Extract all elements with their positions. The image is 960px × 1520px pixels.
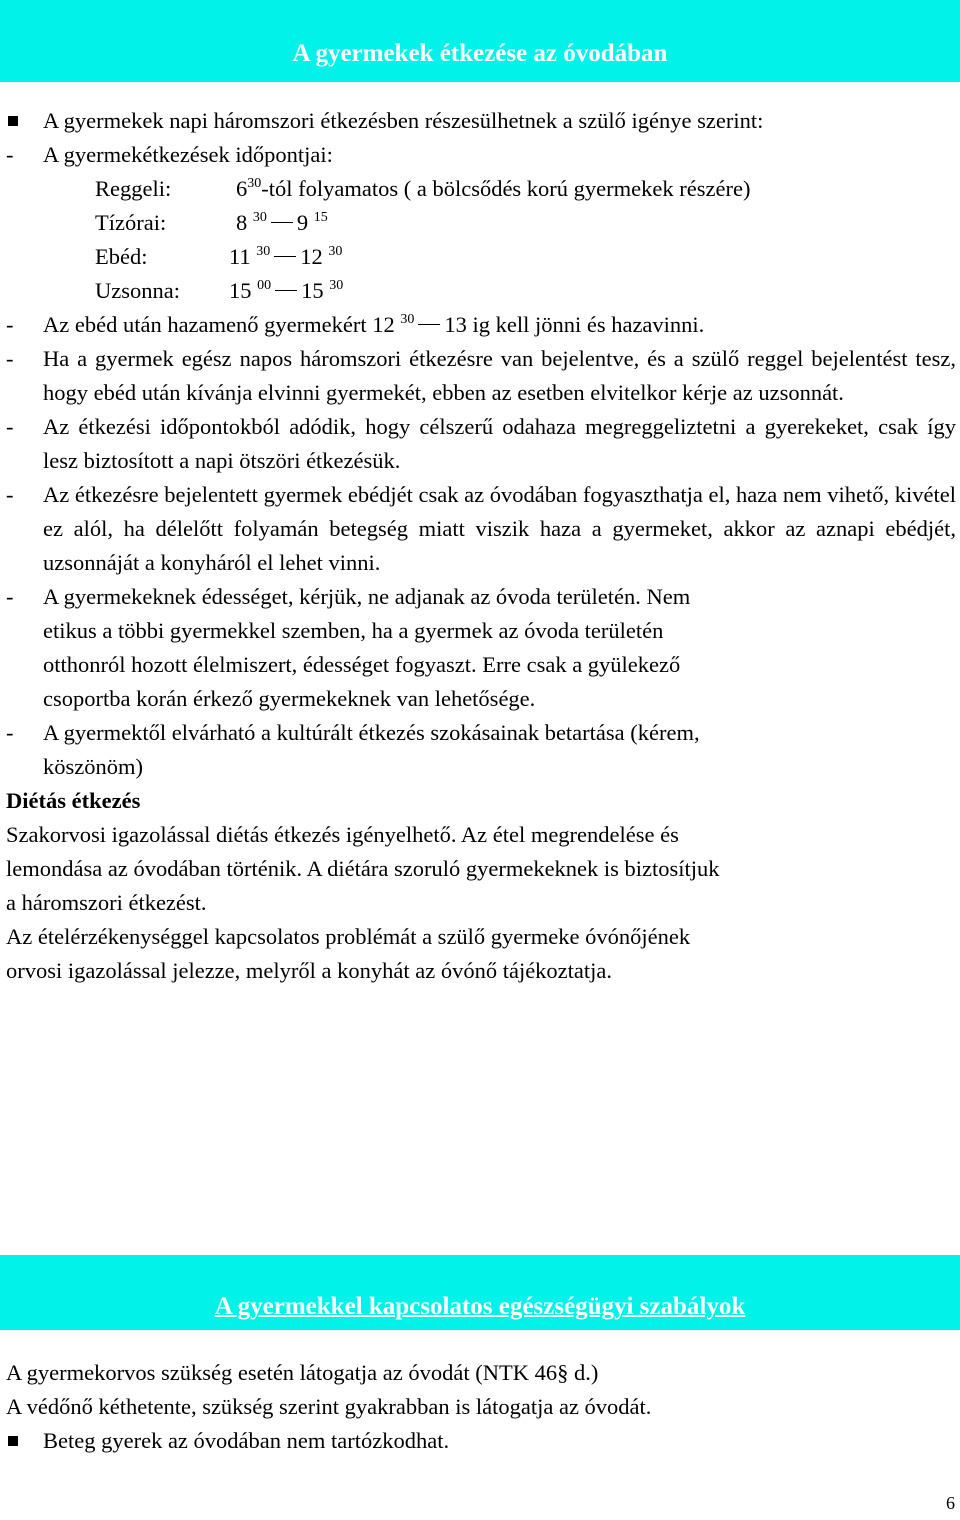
afternoon-snack-time: 15 $^{00}$ 15 $^{30}$ (229, 278, 344, 303)
pickup-text: Az ebéd után hazamenő gyermekért 12 (43, 312, 395, 337)
schedule-afternoon-snack (6, 274, 956, 308)
sick-child-text: Beteg gyerek az óvodában nem tartózkodhat. (43, 1428, 450, 1453)
afternoon-snack-label: Uzsonna: (95, 278, 180, 303)
culture-line: A gyermektől elvárható a kultúrált étkezés szokásainak betartása (kérem, (43, 720, 700, 745)
lunch-only-item (6, 478, 956, 580)
dash-bullet: - (6, 482, 14, 507)
diet-line: lemondása az óvodában történik. A diétára szoruló gyermekeknek is biztosítjuk (6, 856, 720, 881)
square-bullet-icon (6, 1424, 43, 1458)
sweets-item (6, 580, 956, 716)
sweets-line: etikus a többi gyermekkel szemben, ha a gyermek az óvoda területén (43, 618, 664, 643)
dash-bullet: - (6, 584, 14, 609)
schedule-lunch (6, 240, 956, 274)
sweets-line: A gyermekeknek édességet, kérjük, ne adjanak az óvoda területén. Nem (43, 584, 691, 609)
dash-bullet: - (6, 414, 14, 439)
square-bullet-icon (6, 104, 43, 138)
diet-line: Szakorvosi igazolással diétás étkezés igényelhető. Az étel megrendelése és (6, 822, 679, 847)
breakfast-time: $6^{30}$-tól folyamatos ( a bölcsődés korú gyermekek részére) (236, 176, 751, 201)
breakfast-home-item (6, 410, 956, 478)
section-banner-meals (0, 0, 960, 82)
nurse-visit-text: A védőnő kéthetente, szükség szerint gyakrabban is látogatja az óvodát. (6, 1394, 652, 1419)
culture-line: köszönöm) (43, 754, 143, 779)
snack-time: 8 $^{30}$ 9 $^{15}$ (236, 210, 328, 235)
meals-content (6, 104, 956, 988)
section-title-health: A gyermekkel kapcsolatos egészségügyi szabályok (214, 1293, 746, 1320)
schedule-snack (6, 206, 956, 240)
intro-paragraph (6, 104, 956, 138)
intro-text: A gyermekek napi háromszori étkezésben részesülhetnek a szülő igénye szerint: (43, 108, 764, 133)
diet-line: Az ételérzékenységgel kapcsolatos problémát a szülő gyermeke óvónőjének (6, 924, 691, 949)
times-label: A gyermekétkezések időpontjai: (43, 142, 333, 167)
diet-line: orvosi igazolással jelezze, melyről a konyhát az óvónő tájékoztatja. (6, 958, 613, 983)
culture-item (6, 716, 956, 784)
lunch-label: Ebéd: (95, 244, 148, 269)
breakfast-home-text: Az étkezési időpontokból adódik, hogy célszerű odahaza megreggeliztetni a gyerekeket, csak így lesz biztosított a napi ötszöri étkezésük. (43, 414, 956, 473)
dash-bullet: - (6, 720, 14, 745)
section-banner-health (0, 1255, 960, 1330)
diet-heading: Diétás étkezés (6, 788, 141, 813)
dash-bullet: - (6, 346, 14, 371)
health-content (6, 1356, 956, 1458)
page-number: 6 (946, 1493, 955, 1513)
sweets-line: otthonról hozott élelmiszert, édességet fogyaszt. Erre csak a gyülekező (43, 652, 681, 677)
diet-line: a háromszori étkezést. (6, 890, 207, 915)
fullday-text: Ha a gyermek egész napos háromszori étkezésre van bejelentve, és a szülő reggel bejelentést tesz, hogy ebéd után kívánja elvinni gyermekét, ebben az esetben elvitelkor kérje az uzsonnát. (43, 346, 956, 405)
dash-bullet: - (6, 312, 14, 337)
sweets-line: csoportba korán érkező gyermekeknek van lehetősége. (43, 686, 536, 711)
fullday-item (6, 342, 956, 410)
times-label-item (6, 138, 956, 172)
pediatrician-visit-text: A gyermekorvos szükség esetén látogatja az óvodát (NTK 46§ d.) (6, 1360, 599, 1385)
lunch-only-text: Az étkezésre bejelentett gyermek ebédjét csak az óvodában fogyaszthatja el, haza nem vihető, kivétel ez alól, ha délelőtt folyamán betegség miatt viszik haza a gyermeket, akkor az aznapi ebédjét, uzsonnáját a konyháról el lehet vinni. (43, 482, 956, 575)
pickup-minutes: 30 (400, 312, 415, 327)
snack-label: Tízórai: (95, 210, 167, 235)
dash-bullet: - (6, 142, 14, 167)
section-title-meals: A gyermekek étkezése az óvodában (292, 40, 668, 67)
pickup-item (6, 308, 956, 342)
breakfast-label: Reggeli: (95, 176, 172, 201)
sick-child-item (6, 1424, 956, 1458)
lunch-time: 11 $^{30}$ 12 $^{30}$ (229, 244, 343, 269)
schedule-breakfast (6, 172, 956, 206)
pickup-text-end: 13 ig kell jönni és hazavinni. (444, 312, 705, 337)
